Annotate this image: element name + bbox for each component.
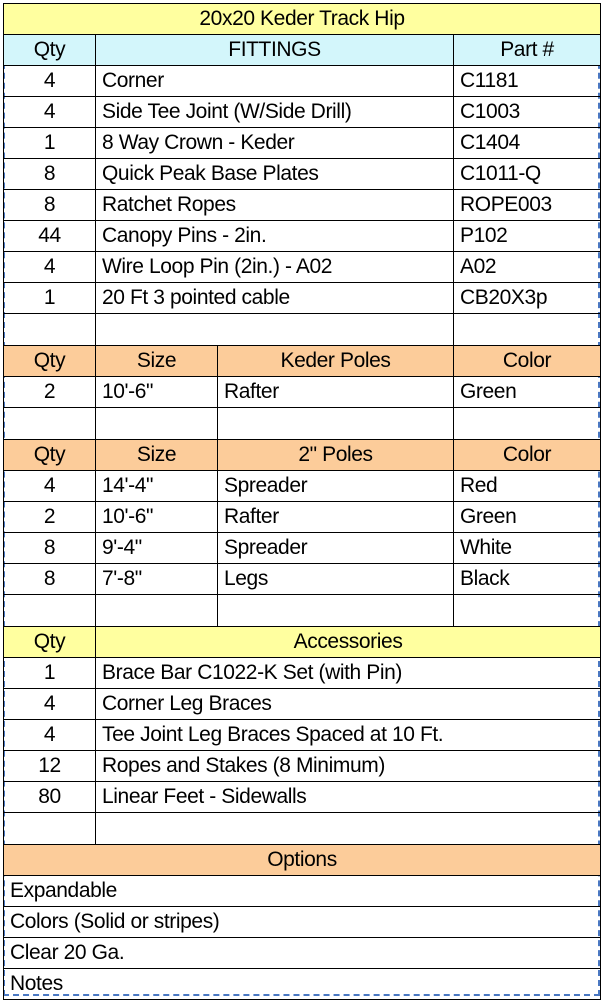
empty-row [4,408,601,440]
qty-cell[interactable]: 4 [4,66,96,97]
fittings-row [4,221,601,252]
fittings-row [4,159,601,190]
poles-color-header[interactable]: Color [454,440,601,471]
pole-cell[interactable]: Rafter [218,377,454,408]
item-cell[interactable]: Ropes and Stakes (8 Minimum) [96,751,601,782]
qty-cell[interactable]: 4 [4,252,96,283]
qty-cell[interactable]: 12 [4,751,96,782]
part-cell[interactable]: CB20X3p [454,283,601,314]
option-cell[interactable]: Colors (Solid or stripes) [4,907,601,938]
part-cell[interactable]: P102 [454,221,601,252]
empty-cell[interactable] [4,813,96,845]
empty-row [4,314,601,346]
item-cell[interactable]: 8 Way Crown - Keder [96,128,454,159]
accessories-row [4,658,601,689]
qty-cell[interactable]: 4 [4,97,96,128]
options-row [4,938,601,969]
empty-cell[interactable] [96,813,601,845]
empty-cell[interactable] [4,314,96,346]
accessories-row [4,720,601,751]
qty-cell[interactable]: 8 [4,190,96,221]
fittings-header-row [4,35,601,66]
item-cell[interactable]: Corner [96,66,454,97]
keder-poles-row [4,377,601,408]
part-cell[interactable]: ROPE003 [454,190,601,221]
poles-size-header[interactable]: Size [96,440,218,471]
qty-cell[interactable]: 1 [4,283,96,314]
item-cell[interactable]: Wire Loop Pin (2in.) - A02 [96,252,454,283]
fittings-row [4,66,601,97]
accessories-row [4,751,601,782]
empty-cell[interactable] [4,595,96,627]
empty-cell[interactable] [454,408,601,440]
option-cell[interactable]: Clear 20 Ga. [4,938,601,969]
keder-color-header[interactable]: Color [454,346,601,377]
qty-cell[interactable]: 2 [4,502,96,533]
color-cell[interactable]: Green [454,502,601,533]
item-cell[interactable]: Brace Bar C1022-K Set (with Pin) [96,658,601,689]
part-cell[interactable]: A02 [454,252,601,283]
poles-name-header[interactable]: 2" Poles [218,440,454,471]
qty-cell[interactable]: 8 [4,159,96,190]
item-cell[interactable]: Ratchet Ropes [96,190,454,221]
poles-qty-header[interactable]: Qty [4,440,96,471]
empty-cell[interactable] [454,595,601,627]
empty-cell[interactable] [218,408,454,440]
qty-cell[interactable]: 2 [4,377,96,408]
qty-cell[interactable]: 8 [4,564,96,595]
pole-cell[interactable]: Spreader [218,533,454,564]
item-cell[interactable]: Corner Leg Braces [96,689,601,720]
option-cell[interactable]: Expandable [4,876,601,907]
color-cell[interactable]: Black [454,564,601,595]
qty-cell[interactable]: 4 [4,689,96,720]
accessories-header-row [4,627,601,658]
options-header[interactable]: Options [4,845,601,876]
options-row [4,876,601,907]
part-cell[interactable]: C1011-Q [454,159,601,190]
fittings-qty-header[interactable]: Qty [4,35,96,66]
qty-cell[interactable]: 8 [4,533,96,564]
color-cell[interactable]: White [454,533,601,564]
fittings-row [4,252,601,283]
fittings-row [4,97,601,128]
empty-cell[interactable] [96,595,218,627]
qty-cell[interactable]: 1 [4,128,96,159]
two-inch-poles-row [4,533,601,564]
two-inch-poles-row [4,471,601,502]
size-cell[interactable]: 10'-6" [96,377,218,408]
keder-size-header[interactable]: Size [96,346,218,377]
item-cell[interactable]: Side Tee Joint (W/Side Drill) [96,97,454,128]
pole-cell[interactable]: Rafter [218,502,454,533]
two-inch-poles-header-row [4,440,601,471]
size-cell[interactable]: 7'-8" [96,564,218,595]
accessories-row [4,689,601,720]
accessories-qty-header[interactable]: Qty [4,627,96,658]
qty-cell[interactable]: 44 [4,221,96,252]
keder-qty-header[interactable]: Qty [4,346,96,377]
item-cell[interactable]: Tee Joint Leg Braces Spaced at 10 Ft. [96,720,601,751]
fittings-row [4,283,601,314]
item-cell[interactable]: Canopy Pins - 2in. [96,221,454,252]
part-cell[interactable]: C1404 [454,128,601,159]
item-cell[interactable]: Quick Peak Base Plates [96,159,454,190]
empty-row [4,595,601,627]
fittings-row [4,190,601,221]
item-cell[interactable]: 20 Ft 3 pointed cable [96,283,454,314]
sheet-title[interactable]: 20x20 Keder Track Hip [4,4,601,35]
fittings-name-header[interactable]: FITTINGS [96,35,454,66]
keder-name-header[interactable]: Keder Poles [218,346,454,377]
fittings-part-header[interactable]: Part # [454,35,601,66]
options-header-row [4,845,601,876]
two-inch-poles-row [4,564,601,595]
empty-cell[interactable] [96,314,454,346]
color-cell[interactable]: Green [454,377,601,408]
keder-poles-header-row [4,346,601,377]
qty-cell[interactable]: 4 [4,471,96,502]
order-sheet-table [3,3,601,1000]
size-cell[interactable]: 14'-4" [96,471,218,502]
color-cell[interactable]: Red [454,471,601,502]
empty-cell[interactable] [4,408,96,440]
qty-cell[interactable]: 1 [4,658,96,689]
qty-cell[interactable]: 80 [4,782,96,813]
two-inch-poles-row [4,502,601,533]
options-row [4,907,601,938]
empty-cell[interactable] [218,595,454,627]
size-cell[interactable]: 10'-6" [96,502,218,533]
item-cell[interactable]: Linear Feet - Sidewalls [96,782,601,813]
accessories-name-header[interactable]: Accessories [96,627,601,658]
part-cell[interactable]: C1003 [454,97,601,128]
empty-cell[interactable] [454,314,601,346]
options-row [4,969,601,1000]
part-cell[interactable]: C1181 [454,66,601,97]
fittings-row [4,128,601,159]
title-row [4,4,601,35]
empty-row [4,813,601,845]
qty-cell[interactable]: 4 [4,720,96,751]
pole-cell[interactable]: Legs [218,564,454,595]
accessories-row [4,782,601,813]
size-cell[interactable]: 9'-4" [96,533,218,564]
pole-cell[interactable]: Spreader [218,471,454,502]
empty-cell[interactable] [96,408,218,440]
option-cell[interactable]: Notes [4,969,601,1000]
